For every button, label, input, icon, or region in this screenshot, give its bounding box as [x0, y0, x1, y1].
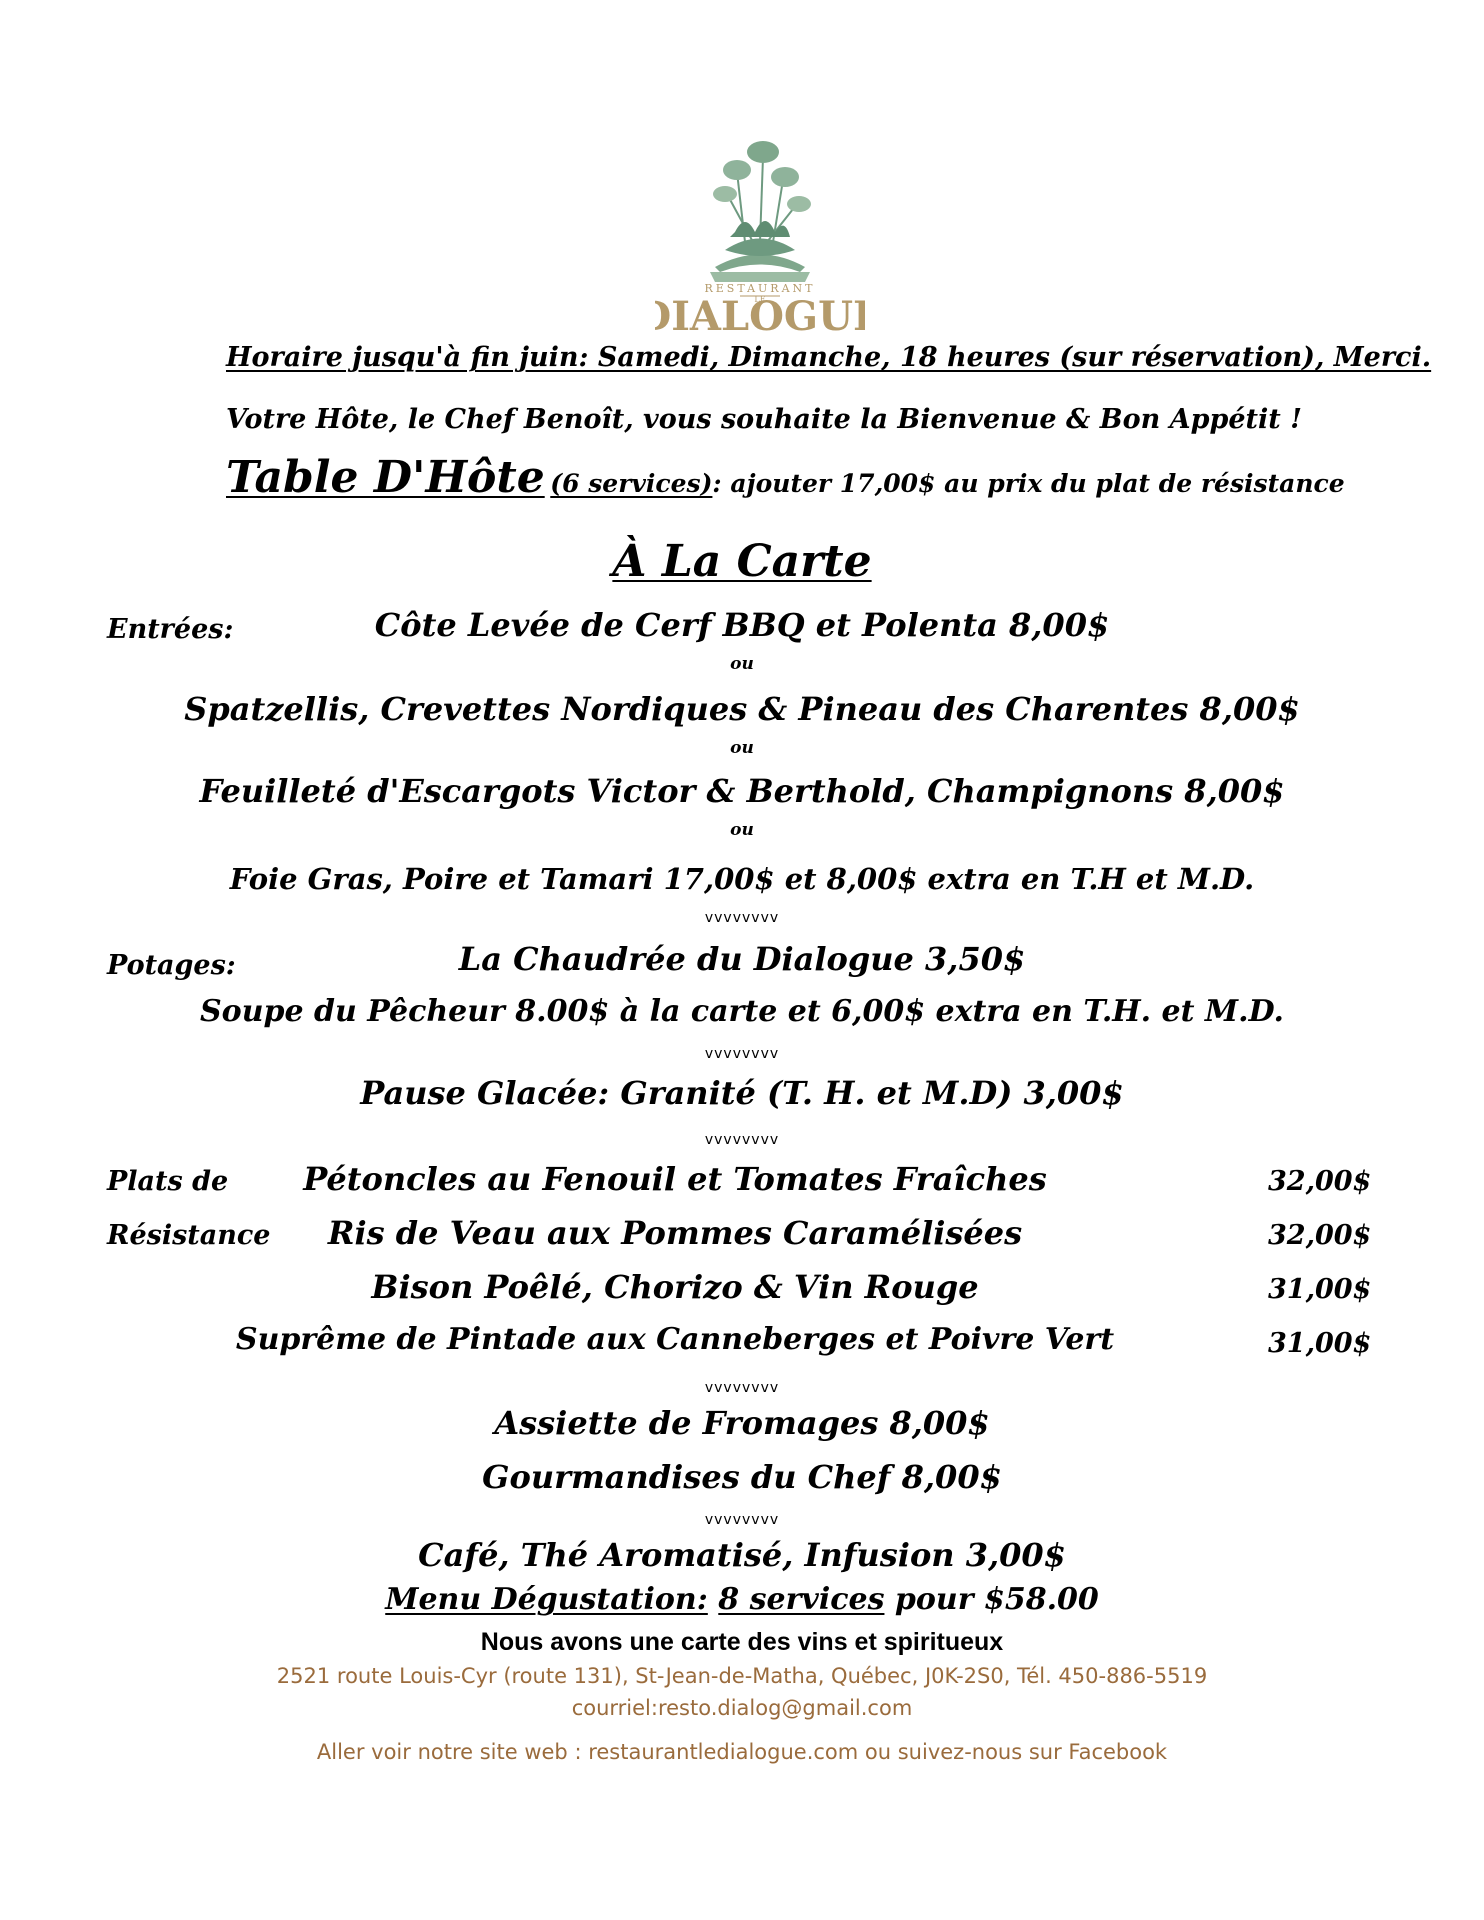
table-dhote-title: Table D'Hôte — [226, 452, 545, 503]
plat-price: 32,00$ — [1268, 1166, 1372, 1197]
restaurant-logo — [655, 132, 865, 337]
opening-hours: Horaire jusqu'à fin juin: Samedi, Dimanche, 18 heures (sur réservation), Merci. — [226, 342, 1432, 373]
logo-brand-text: IALOGU — [671, 293, 853, 337]
plat-item: Pétoncles au Fenouil et Tomates Fraîches — [303, 1160, 1047, 1198]
plat-price: 32,00$ — [1268, 1220, 1372, 1251]
section-separator: vvvvvvvv — [704, 1380, 780, 1396]
website-note: Aller voir notre site web : restaurantledialogue.com ou suivez-nous sur Facebook — [316, 1740, 1168, 1764]
pause-glacee: Pause Glacée: Granité (T. H. et M.D) 3,00$ — [360, 1074, 1124, 1112]
entree-item: Côte Levée de Cerf BBQ et Polenta 8,00$ — [374, 606, 1110, 644]
plat-item: Ris de Veau aux Pommes Caramélisées — [327, 1214, 1023, 1252]
logo-le-text: LE — [754, 295, 766, 304]
section-separator: vvvvvvvv — [704, 1512, 780, 1528]
table-dhote-line — [226, 452, 1345, 503]
plats-label-line2: Résistance — [107, 1220, 271, 1251]
plat-item: Suprême de Pintade aux Canneberges et Poivre Vert — [235, 1322, 1115, 1357]
dessert-item: Assiette de Fromages 8,00$ — [494, 1404, 990, 1442]
menu-degustation — [0, 1582, 1484, 1617]
plat-price: 31,00$ — [1268, 1328, 1372, 1359]
drinks-item: Café, Thé Aromatisé, Infusion 3,00$ — [418, 1536, 1066, 1574]
potage-item: La Chaudrée du Dialogue 3,50$ — [458, 940, 1026, 978]
potage-item: Soupe du Pêcheur 8.00$ à la carte et 6,00$ extra en T.H. et M.D. — [200, 994, 1284, 1029]
degustation-label: Menu Dégustation: — [385, 1582, 708, 1617]
or-separator: ou — [730, 654, 754, 674]
table-dhote-services: (6 services) — [550, 469, 713, 498]
entree-item: Foie Gras, Poire et Tamari 17,00$ et 8,00$ extra en T.H et M.D. — [229, 862, 1255, 896]
plat-price: 31,00$ — [1268, 1274, 1372, 1305]
dessert-item: Gourmandises du Chef 8,00$ — [482, 1458, 1002, 1496]
or-separator: ou — [730, 820, 754, 840]
section-separator: vvvvvvvv — [704, 1132, 780, 1148]
entrees-label: Entrées: — [107, 614, 234, 645]
email: courriel:resto.dialog@gmail.com — [571, 1696, 913, 1720]
table-dhote-note: : ajouter 17,00$ au prix du plat de résistance — [712, 469, 1345, 498]
welcome-message: Votre Hôte, le Chef Benoît, vous souhaite la Bienvenue & Bon Appétit ! — [226, 404, 1302, 435]
entree-item: Feuilleté d'Escargots Victor & Berthold, Champignons 8,00$ — [199, 772, 1285, 810]
degustation-services: 8 services — [718, 1582, 885, 1617]
logo-restaurant-text: RESTAURANT — [704, 282, 816, 295]
section-separator: vvvvvvvv — [704, 910, 780, 926]
degustation-price: pour $58.00 — [884, 1582, 1099, 1617]
section-separator: vvvvvvvv — [704, 1046, 780, 1062]
a-la-carte-title: À La Carte — [612, 536, 872, 587]
address: 2521 route Louis-Cyr (route 131), St-Jean-de-Matha, Québec, J0K-2S0, Tél. 450-886-5519 — [276, 1664, 1208, 1688]
plat-item: Bison Poêlé, Chorizo & Vin Rouge — [371, 1268, 979, 1306]
plats-label-line1: Plats de — [107, 1166, 229, 1197]
entree-item: Spatzellis, Crevettes Nordiques & Pineau des Charentes 8,00$ — [184, 690, 1300, 728]
wine-list-note: Nous avons une carte des vins et spiritueux — [480, 1628, 1004, 1656]
potages-label: Potages: — [107, 950, 236, 981]
or-separator: ou — [730, 738, 754, 758]
plant-illustration — [710, 141, 811, 282]
